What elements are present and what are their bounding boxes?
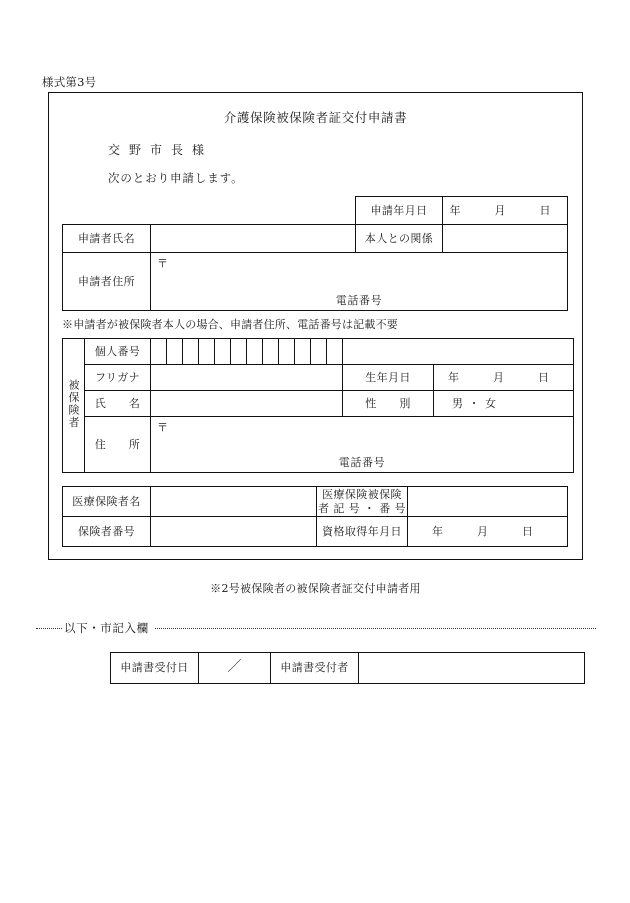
office-use-label: 以下・市記入欄 [64, 621, 149, 635]
month-label: 月 [493, 370, 504, 384]
birthdate-label: 生年月日 [343, 365, 434, 391]
receiver-label: 申請書受付者 [271, 653, 359, 684]
receiver-field[interactable] [359, 653, 585, 684]
day-label: 日 [538, 370, 549, 384]
form-footnote: ※2号被保険者の被保険者証交付申請者用 [210, 582, 421, 595]
applicant-table [62, 196, 568, 311]
form-number-label: 様式第3号 [42, 75, 97, 89]
spacer-cell [151, 197, 356, 225]
applicant-telephone-label: 電話番号 [335, 294, 383, 308]
mynumber-digit-box[interactable] [167, 339, 183, 365]
month-label: 月 [494, 203, 506, 217]
mynumber-digit-box[interactable] [151, 339, 167, 365]
insured-side-label: 被保険者 [63, 339, 85, 473]
applicant-name-label: 申請者氏名 [63, 225, 151, 253]
table-row [63, 517, 568, 547]
mynumber-digit-box[interactable] [231, 339, 247, 365]
table-row [111, 653, 585, 684]
postal-mark-icon: 〒 [157, 421, 168, 434]
mynumber-digit-box[interactable] [247, 339, 263, 365]
symbol-number-label-line2: 者 記 号 ・ 番 号 [318, 501, 406, 515]
symbol-number-label-line1: 医療保険被保険 [322, 487, 402, 501]
acquisition-date-value[interactable] [408, 517, 568, 547]
divider-dash-left [36, 628, 62, 629]
day-label: 日 [539, 203, 551, 217]
year-label: 年 [432, 524, 443, 538]
insurer-name-field[interactable] [151, 487, 317, 517]
salutation-line: 交 野 市 長 様 [108, 143, 207, 157]
mynumber-digit-box[interactable] [279, 339, 295, 365]
intro-sentence: 次のとおり申請します。 [108, 171, 244, 185]
year-label: 年 [448, 370, 459, 384]
table-row [63, 391, 574, 417]
application-date-value[interactable] [443, 197, 568, 225]
furigana-field[interactable] [151, 365, 343, 391]
insured-person-table [62, 338, 574, 473]
relation-field[interactable] [443, 225, 568, 253]
mynumber-digit-box[interactable] [199, 339, 215, 365]
insured-address-label: 住 所 [85, 417, 151, 473]
table-row [63, 253, 568, 311]
mynumber-digit-box[interactable] [327, 339, 343, 365]
table-row [63, 339, 574, 365]
table-row [63, 417, 574, 473]
year-label: 年 [449, 203, 461, 217]
table-row [63, 225, 568, 253]
table-row [63, 365, 574, 391]
insurer-number-field[interactable] [151, 517, 317, 547]
relation-label: 本人との関係 [356, 225, 443, 253]
insured-telephone-label: 電話番号 [338, 456, 386, 470]
postal-mark-icon: 〒 [157, 257, 168, 270]
divider-dash-right [155, 628, 596, 629]
mynumber-digit-box[interactable] [215, 339, 231, 365]
insurer-number-label: 保険者番号 [63, 517, 151, 547]
office-receipt-table [110, 652, 585, 684]
mynumber-label: 個人番号 [85, 339, 151, 365]
office-use-divider [36, 620, 596, 636]
day-label: 日 [522, 524, 533, 538]
applicant-note: ※申請者が被保険者本人の場合、申請者住所、電話番号は記載不要 [62, 318, 398, 331]
applicant-address-label: 申請者住所 [63, 253, 151, 311]
medical-insurer-table [62, 486, 568, 547]
table-row [63, 197, 568, 225]
birthdate-value[interactable] [434, 365, 574, 391]
symbol-number-label [317, 487, 408, 517]
sex-options[interactable]: 男 ・ 女 [434, 391, 574, 417]
table-row [63, 487, 568, 517]
insured-address-field[interactable] [151, 417, 574, 473]
applicant-name-field[interactable] [151, 225, 356, 253]
received-date-field[interactable]: ／ [199, 653, 271, 684]
received-date-label: 申請書受付日 [111, 653, 199, 684]
insurer-name-label: 医療保険者名 [63, 487, 151, 517]
insured-name-field[interactable] [151, 391, 343, 417]
symbol-number-field[interactable] [408, 487, 568, 517]
mynumber-shaded-area [343, 339, 574, 365]
mynumber-digit-box[interactable] [311, 339, 327, 365]
acquisition-date-label: 資格取得年月日 [317, 517, 408, 547]
mynumber-digit-box[interactable] [295, 339, 311, 365]
applicant-address-field[interactable] [151, 253, 568, 311]
spacer-cell [63, 197, 151, 225]
insured-name-label: 氏 名 [85, 391, 151, 417]
furigana-label: フリガナ [85, 365, 151, 391]
month-label: 月 [477, 524, 488, 538]
page-title: 介護保険被保険者証交付申請書 [223, 110, 408, 125]
sex-label: 性 別 [343, 391, 434, 417]
mynumber-digit-box[interactable] [263, 339, 279, 365]
application-date-label: 申請年月日 [356, 197, 443, 225]
mynumber-digit-box[interactable] [183, 339, 199, 365]
